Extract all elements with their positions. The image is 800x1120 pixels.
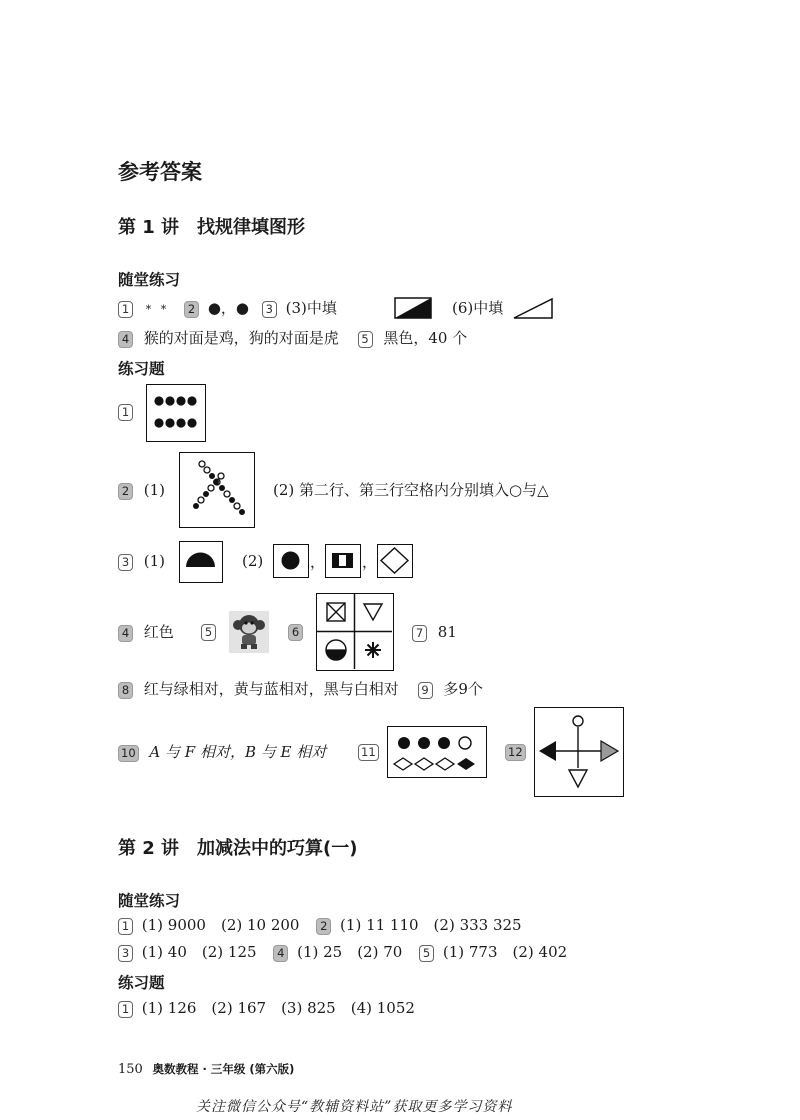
question-number: 5	[358, 331, 373, 348]
answer-text: 81	[437, 623, 457, 641]
lecture-2-in-class-row-2	[118, 942, 567, 962]
separator-text: ，	[362, 553, 378, 571]
answer-text: 红与绿相对，黄与蓝相对，黑与白相对	[143, 680, 399, 698]
answer-text: ●，●	[207, 299, 250, 317]
half-black-square-figure	[394, 297, 432, 319]
part-label: (1)	[143, 552, 166, 570]
question-number: 11	[358, 744, 379, 761]
question-number: 3	[118, 554, 133, 571]
book-title: 奥数教程 · 三年级 (第六版)	[152, 1062, 295, 1076]
question-number: 3	[262, 301, 277, 318]
page-number: 150	[118, 1062, 143, 1077]
six-dots-figure	[146, 384, 206, 442]
page-title: 参考答案	[118, 160, 202, 184]
answer-text: 多9个	[443, 680, 483, 698]
circles-diamonds-figure	[387, 726, 487, 778]
bar-square-figure	[325, 544, 361, 578]
circle-square-figure	[273, 544, 309, 578]
part-label: (1)	[143, 481, 166, 499]
question-number: 4	[118, 331, 133, 348]
question-number: 4	[273, 945, 288, 962]
answer-text: (1) 25 (2) 70	[297, 943, 403, 961]
answer-text: 猴的对面是鸡，狗的对面是虎	[143, 329, 339, 347]
right-triangle-figure	[512, 297, 554, 319]
question-number: 1	[118, 918, 133, 935]
exercise-7-answer	[412, 622, 457, 642]
answer-text: (1) 773 (2) 402	[442, 943, 568, 961]
lecture-1-in-class-heading: 随堂练习	[118, 271, 181, 289]
lecture-1-in-class-row-2	[118, 328, 467, 348]
answer-text: 红色	[143, 623, 174, 641]
question-number: 8	[118, 682, 133, 699]
question-number: 4	[118, 625, 133, 642]
answer-text: (3)中填	[285, 299, 337, 317]
exercise-3-prefix	[118, 551, 165, 571]
diamond-square-figure	[377, 544, 413, 578]
lecture-2-heading: 第 2 讲 加减法中的巧算(一)	[118, 838, 358, 859]
monkey-image	[229, 611, 269, 653]
question-number: 1	[118, 404, 133, 421]
question-number: 2	[184, 301, 199, 318]
question-number: 9	[418, 682, 433, 699]
lecture-1-in-class-row-1	[118, 298, 337, 320]
answer-text: (2) 第二行、第三行空格内分别填入○与△	[273, 481, 549, 499]
question-number: 7	[412, 625, 427, 642]
lecture-1-heading: 第 1 讲 找规律填图形	[118, 217, 306, 238]
exercise-2-prefix	[118, 480, 165, 500]
lecture-2-exercises-row-1	[118, 998, 415, 1018]
semicircle-square-figure	[179, 541, 223, 583]
answer-text: * *	[145, 303, 170, 316]
answer-text: A 与 F 相对，B 与 E 相对	[149, 743, 327, 761]
exercise-10-answer	[118, 742, 326, 762]
lecture-2-exercises-heading: 练习题	[118, 974, 165, 992]
page-footer	[118, 1061, 294, 1077]
question-number: 3	[118, 945, 133, 962]
lecture-2-in-class-row-1	[118, 915, 522, 935]
lecture-1-exercises-heading: 练习题	[118, 360, 165, 378]
four-cell-grid-figure	[316, 593, 394, 671]
question-number: 1	[118, 1001, 133, 1018]
part-label: (2)	[242, 552, 264, 570]
dot-pattern-figure	[179, 452, 255, 528]
answer-text: (1) 126 (2) 167 (3) 825 (4) 1052	[141, 999, 415, 1017]
question-number: 2	[316, 918, 331, 935]
answer-text: (1) 11 110 (2) 333 325	[340, 916, 522, 934]
exercise-8-9-row	[118, 679, 483, 699]
question-number: 12	[505, 744, 526, 761]
cross-arrows-figure	[534, 707, 624, 797]
question-number: 1	[118, 301, 133, 318]
answer-text: (1) 9000 (2) 10 200	[141, 916, 300, 934]
answer-text: (6)中填	[452, 299, 504, 317]
watermark-text: 关注微信公众号“教辅资料站”获取更多学习资料	[196, 1099, 513, 1115]
answer-text: (1) 40 (2) 125	[141, 943, 257, 961]
question-number: 2	[118, 483, 133, 500]
exercise-4-answer	[118, 622, 174, 642]
question-number: 5	[201, 624, 216, 641]
question-number: 6	[288, 624, 303, 641]
lecture-2-in-class-heading: 随堂练习	[118, 892, 181, 910]
answer-text: 黑色，40 个	[383, 329, 468, 347]
question-number: 10	[118, 745, 139, 762]
question-number: 5	[419, 945, 434, 962]
separator-text: ，	[310, 553, 326, 571]
